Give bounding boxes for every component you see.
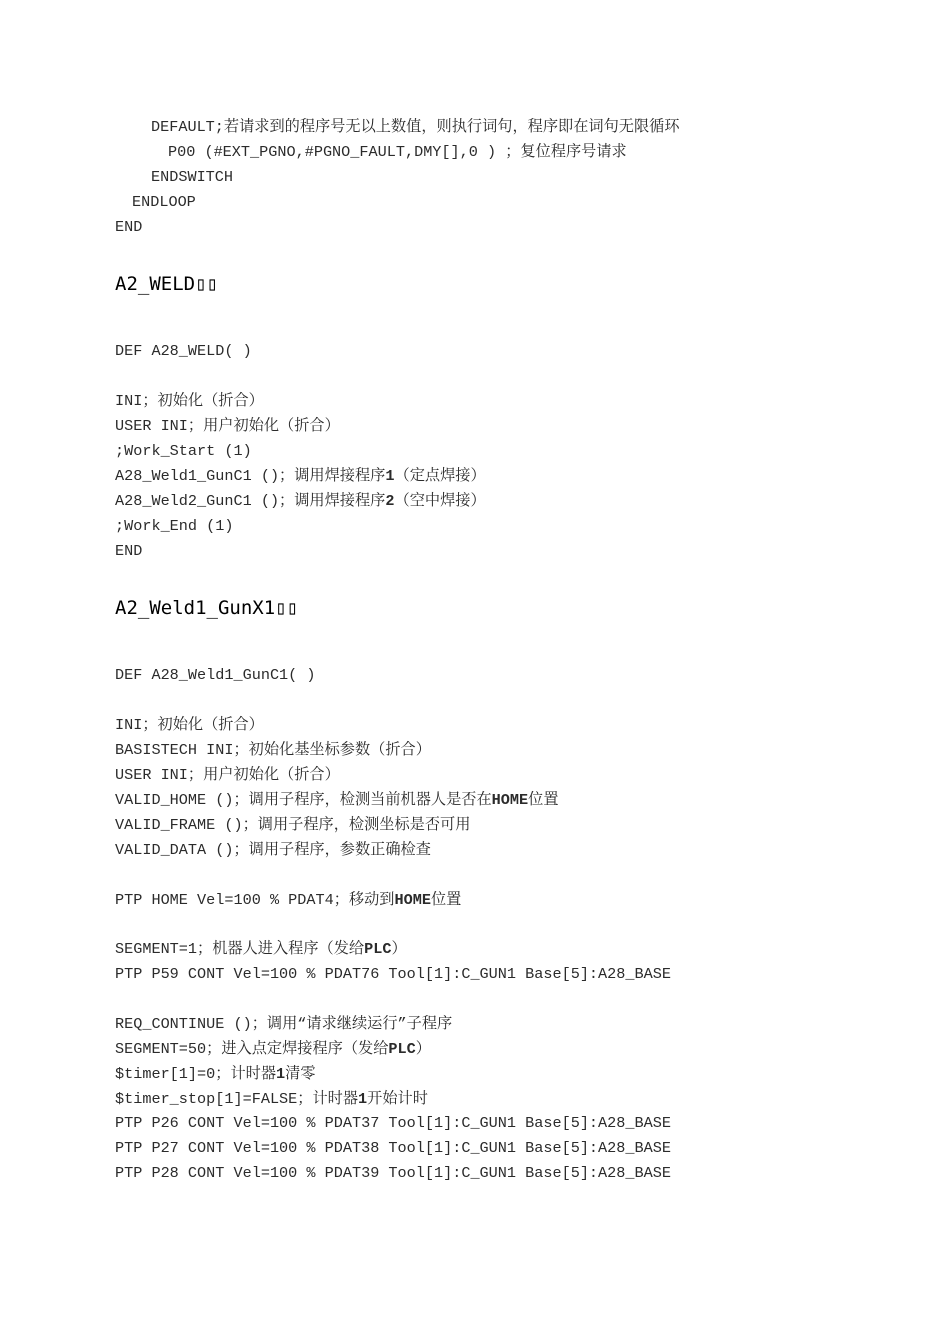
code-bold-text: 1 [385,467,395,485]
heading-text: A2_Weld1_GunX1 [115,597,276,619]
code-line-segment-50 [115,1039,431,1059]
code-line-basistech-ini: BASISTECH INI；初始化基坐标参数（折合） [115,741,431,759]
code-text: SEGMENT=50；进入点定焊接程序（发给 [115,1040,389,1058]
code-line-end: END [115,542,143,560]
code-line-ptp-p26: PTP P26 CONT Vel=100 % PDAT37 Tool[1]:C_GUN1 Base[5]:A28_BASE [115,1114,671,1132]
code-text: （定点焊接） [394,467,486,485]
heading-a2-weld [115,272,218,296]
code-line-def-weld1: DEF A28_Weld1_GunC1( ) [115,666,316,684]
missing-glyph-icon: ▯▯ [275,597,299,619]
code-line-end: END [115,218,143,236]
code-bold-text: PLC [388,1040,416,1058]
code-line-endswitch: ENDSWITCH [151,168,234,186]
code-text: （空中焊接） [394,492,486,510]
code-line-user-ini: USER INI；用户初始化（折合） [115,766,340,784]
code-line-def-weld: DEF A28_WELD( ) [115,342,252,360]
missing-glyph-icon: ▯▯ [195,273,218,295]
code-text: VALID_HOME ()；调用子程序，检测当前机器人是否在 [115,791,492,809]
code-line-timer-stop [115,1089,428,1109]
code-bold-text: 1 [276,1065,286,1083]
code-text: $timer[1]=0；计时器 [115,1065,277,1083]
code-text: $timer_stop[1]=FALSE；计时器 [115,1090,359,1108]
code-text: 位置 [528,791,559,809]
code-text: ） [415,1040,431,1058]
code-line-work-end: ;Work_End (1) [115,517,234,535]
code-bold-text: 2 [385,492,395,510]
code-line-ini: INI；初始化（折合） [115,716,264,734]
code-text: A28_Weld2_GunC1 ()；调用焊接程序 [115,492,386,510]
code-line-valid-data: VALID_DATA ()；调用子程序，参数正确检查 [115,841,431,859]
code-line-req-continue: REQ_CONTINUE ()；调用“请求继续运行”子程序 [115,1015,453,1033]
code-line-segment-1 [115,939,407,959]
code-text: 位置 [430,891,462,909]
code-text: SEGMENT=1；机器人进入程序（发给 [115,940,365,958]
code-line-ptp-home [115,890,461,910]
code-line-valid-frame: VALID_FRAME ()；调用子程序，检测坐标是否可用 [115,816,471,834]
code-line-timer [115,1064,316,1084]
code-line-default: DEFAULT;若请求到的程序号无以上数值，则执行词句，程序即在词句无限循环 [151,118,680,136]
code-bold-text: HOME [394,891,431,909]
code-line-p00: P00 (#EXT_PGNO,#PGNO_FAULT,DMY[],0 ) ；复位程序号请求 [168,143,627,161]
code-line-valid-home [115,790,559,810]
code-line-endloop: ENDLOOP [132,193,196,211]
code-text: A28_Weld1_GunC1 ()；调用焊接程序 [115,467,386,485]
code-line-ptp-p59: PTP P59 CONT Vel=100 % PDAT76 Tool[1]:C_GUN1 Base[5]:A28_BASE [115,965,671,983]
code-line-ptp-p27: PTP P27 CONT Vel=100 % PDAT38 Tool[1]:C_GUN1 Base[5]:A28_BASE [115,1139,671,1157]
code-line-work-start: ;Work_Start (1) [115,442,252,460]
code-bold-text: PLC [364,940,392,958]
code-line-weld2 [115,491,486,511]
code-text: 开始计时 [367,1090,428,1108]
heading-text: A2_WELD [115,273,196,295]
code-text: 清零 [285,1065,316,1083]
code-bold-text: HOME [491,791,529,809]
code-line-user-ini: USER INI；用户初始化（折合） [115,417,340,435]
code-text: ） [391,940,407,958]
code-line-weld1 [115,466,486,486]
code-line-ptp-p28: PTP P28 CONT Vel=100 % PDAT39 Tool[1]:C_GUN1 Base[5]:A28_BASE [115,1164,671,1182]
code-text: PTP HOME Vel=100 % PDAT4；移动到 [115,891,395,909]
code-line-ini: INI；初始化（折合） [115,392,264,410]
heading-a2-weld1-gunx1 [115,596,298,620]
code-bold-text: 1 [358,1090,368,1108]
